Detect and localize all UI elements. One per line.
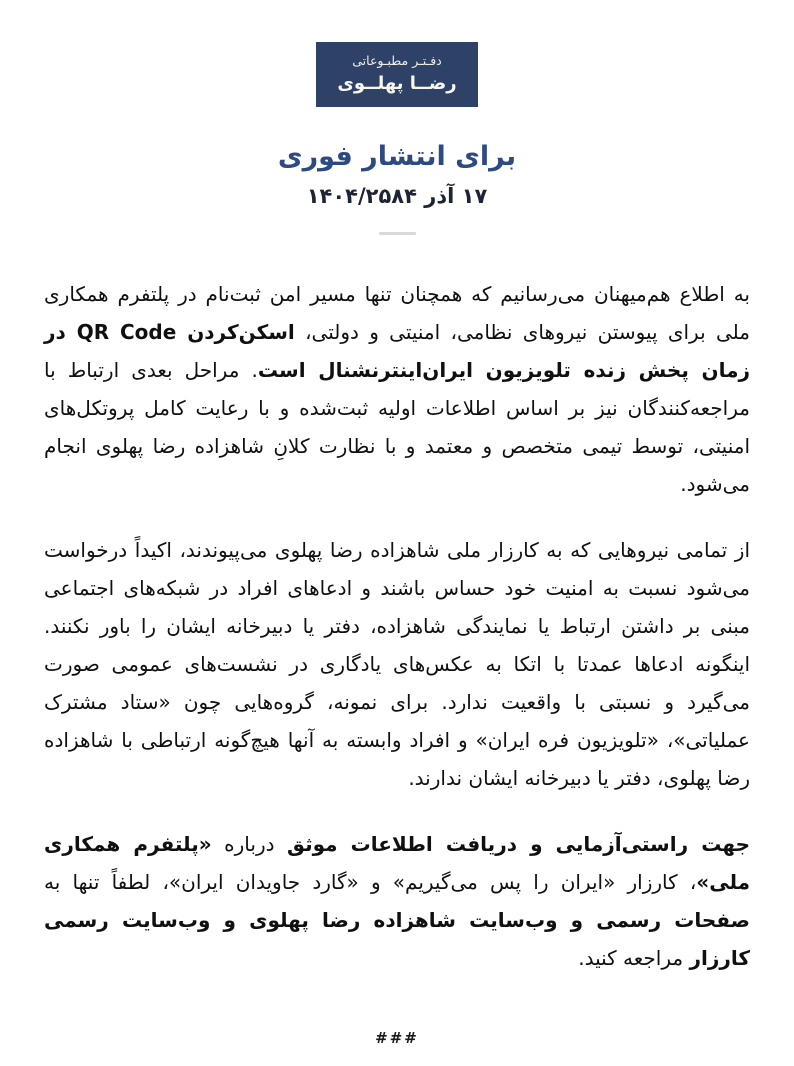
end-mark: ### (375, 1029, 419, 1047)
text-run: از تمامی نیروهایی که به کارزار ملی شاهزاده رضا پهلوی می‌پیوندند، اکیداً درخواست می‌شود نسبت به امنیت خود حساس باشند و ادعاهای افراد در شبکه‌های اجتماعی مبنی بر داشتن ارتباط یا نمایندگی شاهزاده، دفتر یا دبیرخانه ایشان را باور نکنند. اینگونه ادعاها عمدتا با اتکا به عکس‌های یادگاری در نشست‌های عمومی صورت می‌گیرد و نسبتی با واقعیت ندارد. برای نمونه، گروه‌هایی چون «ستاد مشترک عملیاتی»، «تلویزیون فره ایران» و افراد وابسته به آنها هیچ‌گونه ارتباطی با شاهزاده رضا پهلوی، دفتر یا دبیرخانه ایشان ندارند. (44, 538, 750, 790)
text-run: . مراحل بعدی ارتباط با مراجعه‌کنندگان نیز بر اساس اطلاعات اولیه ثبت‌شده و با رعایت کامل پروتکل‌های امنیتی، توسط تیمی متخصص و معتمد و با نظارت کلانِ شاهزاده رضا پهلوی انجام می‌شود. (44, 358, 750, 496)
release-body (0, 275, 794, 977)
press-office-logo (316, 42, 478, 107)
text-run: به اطلاع هم‌میهنان می‌رسانیم که همچنان تنها مسیر امن ثبت‌نام در پلتفرم همکاری ملی برای پیوستن نیروهای نظامی، امنیتی و دولتی، (44, 282, 750, 344)
press-release-page (0, 42, 794, 1066)
logo-name-line: رضــا پهلــوی (337, 73, 457, 94)
paragraph (44, 275, 750, 503)
section-divider (379, 232, 416, 235)
bold-text-run: «پلتفرم همکاری ملی» (44, 832, 750, 894)
paragraphs-container (44, 275, 750, 977)
bold-text-run: جهت راستی‌آزمایی و دریافت اطلاعات موثق (287, 832, 750, 856)
logo-office-line: دفـتـر مطبـوعاتی (352, 53, 442, 68)
bold-text-run: صفحات رسمی و وب‌سایت شاهزاده رضا پهلوی و وب‌سایت رسمی کارزار (44, 908, 750, 970)
text-run: درباره (211, 832, 288, 856)
text-run: مراجعه کنید. (578, 946, 690, 970)
text-run: ، کارزار «ایران را پس می‌گیریم» و «گارد جاویدان ایران»، لطفاً تنها به (44, 870, 697, 894)
release-date: ۱۷ آذر ۱۴۰۴/۲۵۸۴ (306, 184, 488, 208)
release-title: برای انتشار فوری (277, 141, 517, 172)
bold-text-run: اسکن‌کردن QR Code در زمان پخش زنده تلویزیون ایران‌اینترنشنال است (44, 320, 750, 382)
paragraph (44, 531, 750, 797)
paragraph (44, 825, 750, 977)
